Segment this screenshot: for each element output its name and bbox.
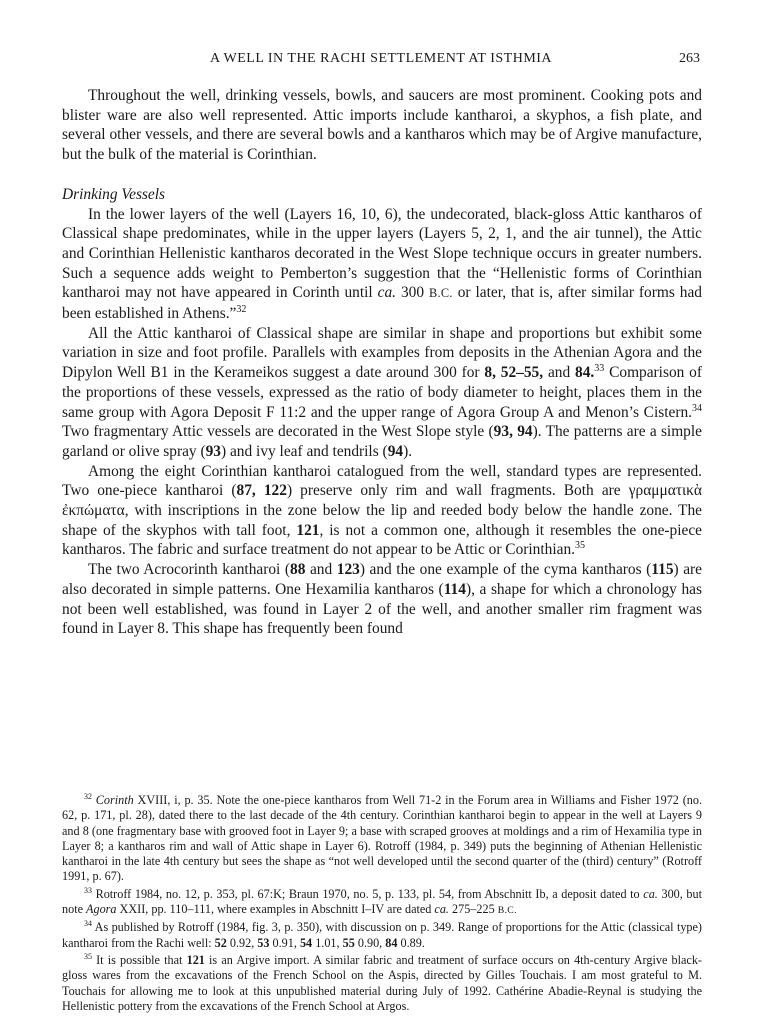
- paragraph-3: [62, 462, 702, 561]
- text-run: In the lower layers of the well (Layers 16, 10, 6), the undecorated, black-gloss Attic kantharos of Classical shape predominates, while in the upper layers (Layers 5, 2, 1, and the air tunnel), the Attic and Corinthian Hellenistic kantharos decorated in the West Slope technique occurs in greater numbers. Such a sequence adds weight to Pemberton’s suggestion that the “Hellenistic forms of Corinthian kantharoi may not have appeared in Corinth until: [62, 205, 702, 302]
- text-run: Two fragmentary Attic vessels are decorated in the West Slope style (: [62, 423, 494, 441]
- text-run: Comparison of the proportions of these vessels, expressed as the ratio of body diameter to height, places them in the same group with Agora Deposit F 11:2 and the upper range of Agora Group A and Menon’s Cistern.: [62, 364, 702, 421]
- small-caps-bc: B.C.: [429, 286, 453, 301]
- text-run: XVIII, i, p. 35. Note the one-piece kantharos from Well 71-2 in the Forum area in Williams and Fisher 1972 (no. 62, p. 171, pl. 28), dated there to the last decade of the 4th century. Corinthian kantharoi begin to appear in the well at Layers 9 and 8 (one fragmentary base with grooved foot in Layer 9; a base with scraped grooves at moldings and a rim of Hexamilia type in Layer 8; a kantharos rim and wall of Attic shape in Layer 6). Rotroff (1984, p. 349) puts the beginning of Athenian Hellenistic kantharoi in the late 4th century but sees the shape as “not well developed until the second quarter of the (third) century” (Rotroff 1991, p. 67).: [62, 793, 703, 884]
- catalog-number: 88: [290, 561, 306, 579]
- text-run: All the Attic kantharoi of Classical shape are similar in shape and proportions but exhibit some variation in size and foot profile. Parallels with examples from deposits in the Athenian Agora and the Dipylon Well B1 in the Kerameikos suggest a date around 300 for: [62, 324, 702, 382]
- small-caps-bc: B.C.: [497, 905, 517, 917]
- italic-title: Corinth: [95, 793, 134, 807]
- text-run: As published by Rotroff (1984, fig. 3, p. 350), with discussion on p. 349. Range of proportions for the Attic (classical type) kantharoi from the Rachi well:: [62, 920, 702, 950]
- catalog-number: 84: [385, 935, 398, 950]
- text-run: and: [543, 364, 576, 382]
- text-run: ) are also decorated in simple patterns. One Hexamilia kantharos (: [62, 561, 703, 598]
- text-run: or later, that is, after similar forms had been established in Athens.”: [62, 284, 703, 323]
- paragraph-1: [62, 205, 702, 324]
- footnote-number: 32: [84, 791, 92, 801]
- text-run: It is possible that: [96, 952, 187, 967]
- text-run: 300, but note: [62, 886, 703, 917]
- catalog-number: 87, 122: [236, 482, 287, 500]
- ratio-value: 1.01,: [312, 935, 343, 950]
- footnote-number: 33: [84, 885, 92, 895]
- running-head: [0, 51, 762, 71]
- catalog-number: 121: [296, 521, 320, 539]
- footnotes: [62, 793, 702, 1016]
- footnote-ref: 35: [575, 540, 585, 552]
- text-run: and: [305, 561, 337, 579]
- text-run: The two Acrocorinth kantharoi (: [88, 561, 291, 579]
- footnote-32: [62, 793, 702, 885]
- running-title: A WELL IN THE RACHI SETTLEMENT AT ISTHMIA: [209, 51, 553, 66]
- footnote-35: [62, 953, 702, 1014]
- footnote-number: 34: [84, 919, 92, 929]
- catalog-number: 93, 94: [493, 423, 533, 441]
- ratio-value: 0.92,: [226, 935, 258, 950]
- ratio-value: 0.89.: [397, 935, 425, 950]
- text-run: , is not a common one, although it resembles the one-piece kantharos. The fabric and surface treatment do not appear to be Attic or Corinthian.: [62, 521, 702, 559]
- text-run: ) and ivy leaf and tendrils (: [221, 442, 388, 460]
- catalog-number: 121: [186, 952, 205, 967]
- catalog-number: 53: [257, 935, 270, 950]
- text-run: ). The patterns are a simple garland or olive spray (: [62, 423, 702, 460]
- ratio-value: 0.91,: [269, 935, 300, 950]
- catalog-number: 115: [651, 561, 674, 579]
- text-run: ) preserve only rim and wall fragments. Both are: [286, 482, 629, 500]
- catalog-number: 54: [299, 935, 313, 950]
- page-number: 263: [679, 51, 700, 66]
- footnote-33: [62, 887, 702, 919]
- text-run: Among the eight Corinthian kantharoi catalogued from the well, standard types are represented. Two one-piece kantharoi (: [62, 462, 702, 500]
- catalog-number: 84.: [575, 364, 595, 382]
- text-run: ), a shape for which a chronology has not been well established, was found in Layer 2 of the well, and another smaller rim fragment was found in Layer 8. This shape has frequently been found: [62, 580, 702, 638]
- greek-phrase: γραμματικὰ ἐκπώματα: [62, 482, 702, 520]
- text-run: 300: [396, 284, 430, 302]
- catalog-number: 114: [443, 580, 466, 598]
- text-run: is an Argive import. A similar fabric and treatment of surface occurs on 4th-century Argive black-gloss wares from the excavations of the French School on the Aspis, directed by Gilles Touchais. I am most grateful to M. Touchais for allowing me to look at this unpublished material during July of 1992. Cathérine Abadie-Reynal is studying the Hellenistic pottery from the excavations of the French School at Argos.: [62, 952, 702, 1013]
- catalog-number: 93: [205, 442, 221, 460]
- section-heading: Drinking Vessels: [62, 185, 166, 203]
- catalog-number: 94: [387, 442, 404, 460]
- footnote-ref: 33: [594, 363, 605, 375]
- main-text: [62, 86, 702, 639]
- italic-ca: ca.: [377, 284, 397, 302]
- text-run: XXII, pp. 110–111, where examples in Abschnitt I–IV are dated: [116, 902, 435, 917]
- italic-ca: ca.: [434, 902, 449, 917]
- footnote-ref: 34: [692, 402, 702, 414]
- text-run: 275–225: [448, 902, 498, 917]
- footnote-number: 35: [84, 951, 92, 961]
- catalog-number: 52: [214, 935, 227, 950]
- footnote-ref: 32: [236, 303, 247, 315]
- text-run: ).: [403, 442, 413, 460]
- catalog-number: 8, 52–55,: [484, 364, 544, 382]
- intro-paragraph: Throughout the well, drinking vessels, bowls, and saucers are most prominent. Cooking pots and blister ware are also well represented. Attic imports include kantharoi, a skyphos, a fish plate, and several other vessels, and there are several bowls and a kantharos which may be of Argive manufacture, but the bulk of the material is Corinthian.: [62, 87, 702, 164]
- text-run: , with inscriptions in the zone below the lip and reeded body below the handle zone. The shape of the skyphos with tall foot,: [62, 502, 702, 539]
- paragraph-2: [62, 324, 702, 462]
- italic-title: Agora: [86, 902, 117, 917]
- italic-ca: ca.: [643, 886, 658, 901]
- footnote-34: [62, 920, 702, 951]
- catalog-number: 55: [342, 935, 355, 950]
- text-run: ) and the one example of the cyma kantharos (: [359, 561, 652, 579]
- text-run: Rotroff 1984, no. 12, p. 353, pl. 67:K; Braun 1970, no. 5, p. 133, pl. 54, from Abschnitt Ib, a deposit dated to: [95, 886, 644, 901]
- paragraph-4: [62, 560, 702, 639]
- catalog-number: 123: [336, 561, 360, 579]
- ratio-value: 0.90,: [354, 935, 386, 950]
